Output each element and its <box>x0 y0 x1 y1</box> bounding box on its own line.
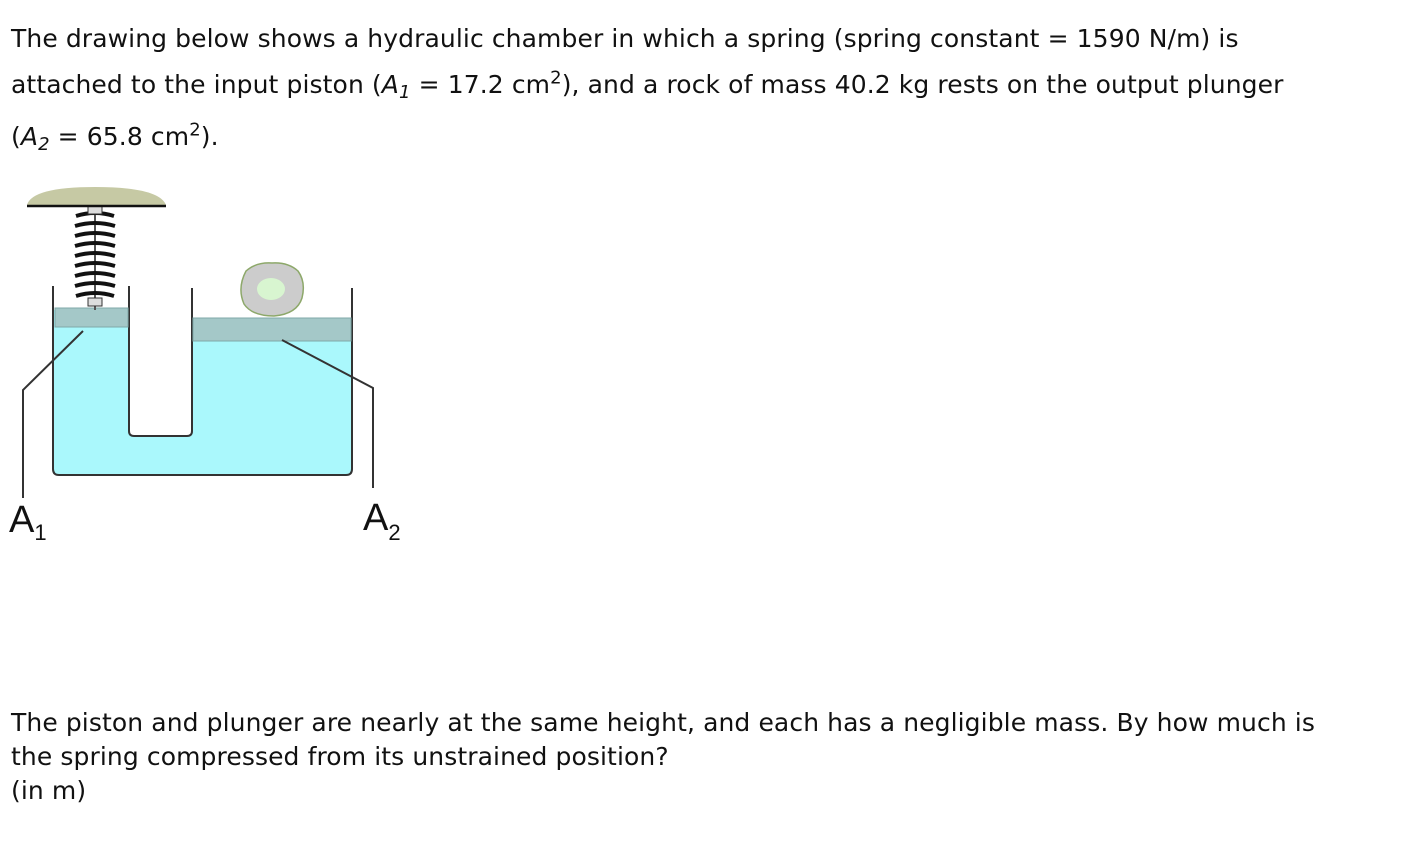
intro-text: ( <box>11 122 21 151</box>
question-line-2: the spring compressed from its unstrained position? <box>11 742 669 771</box>
area-a1-exponent: 2 <box>550 67 562 89</box>
problem-intro <box>11 22 1411 166</box>
intro-text: ). <box>200 122 219 151</box>
hydraulic-chamber-diagram <box>0 180 440 560</box>
chamber-divider <box>129 286 192 436</box>
area-a2-exponent: 2 <box>189 119 201 141</box>
label-a2-letter: A <box>363 497 389 539</box>
intro-line-2 <box>11 68 1411 114</box>
label-a1 <box>9 499 47 545</box>
label-a1-letter: A <box>9 499 35 541</box>
area-a2-subscript: 2 <box>38 134 50 156</box>
label-a1-subscript: 1 <box>34 520 47 545</box>
label-a2-subscript: 2 <box>388 520 401 545</box>
intro-line-1: The drawing below shows a hydraulic chamber in which a spring (spring constant = 1590 N/m) is <box>11 24 1239 53</box>
area-a2-value: = 65.8 cm <box>49 122 190 151</box>
answer-unit-hint: (in m) <box>11 776 87 805</box>
rock <box>241 263 303 316</box>
input-piston <box>55 308 128 327</box>
spring-top-cap <box>27 187 166 205</box>
spring <box>75 196 115 310</box>
intro-text: attached to the input piston ( <box>11 70 382 99</box>
problem-question <box>11 706 1315 808</box>
label-a2 <box>363 497 401 545</box>
intro-text: ), and a rock of mass 40.2 kg rests on the output plunger <box>561 70 1284 99</box>
area-a2-symbol: A <box>20 122 39 151</box>
area-a1-subscript: 1 <box>399 82 411 104</box>
intro-line-3 <box>11 120 1411 166</box>
output-plunger <box>193 318 351 341</box>
area-a1-symbol: A <box>381 70 399 99</box>
question-line-1: The piston and plunger are nearly at the same height, and each has a negligible mass. By how much is <box>11 708 1315 737</box>
area-a1-value: = 17.2 cm <box>410 70 551 99</box>
